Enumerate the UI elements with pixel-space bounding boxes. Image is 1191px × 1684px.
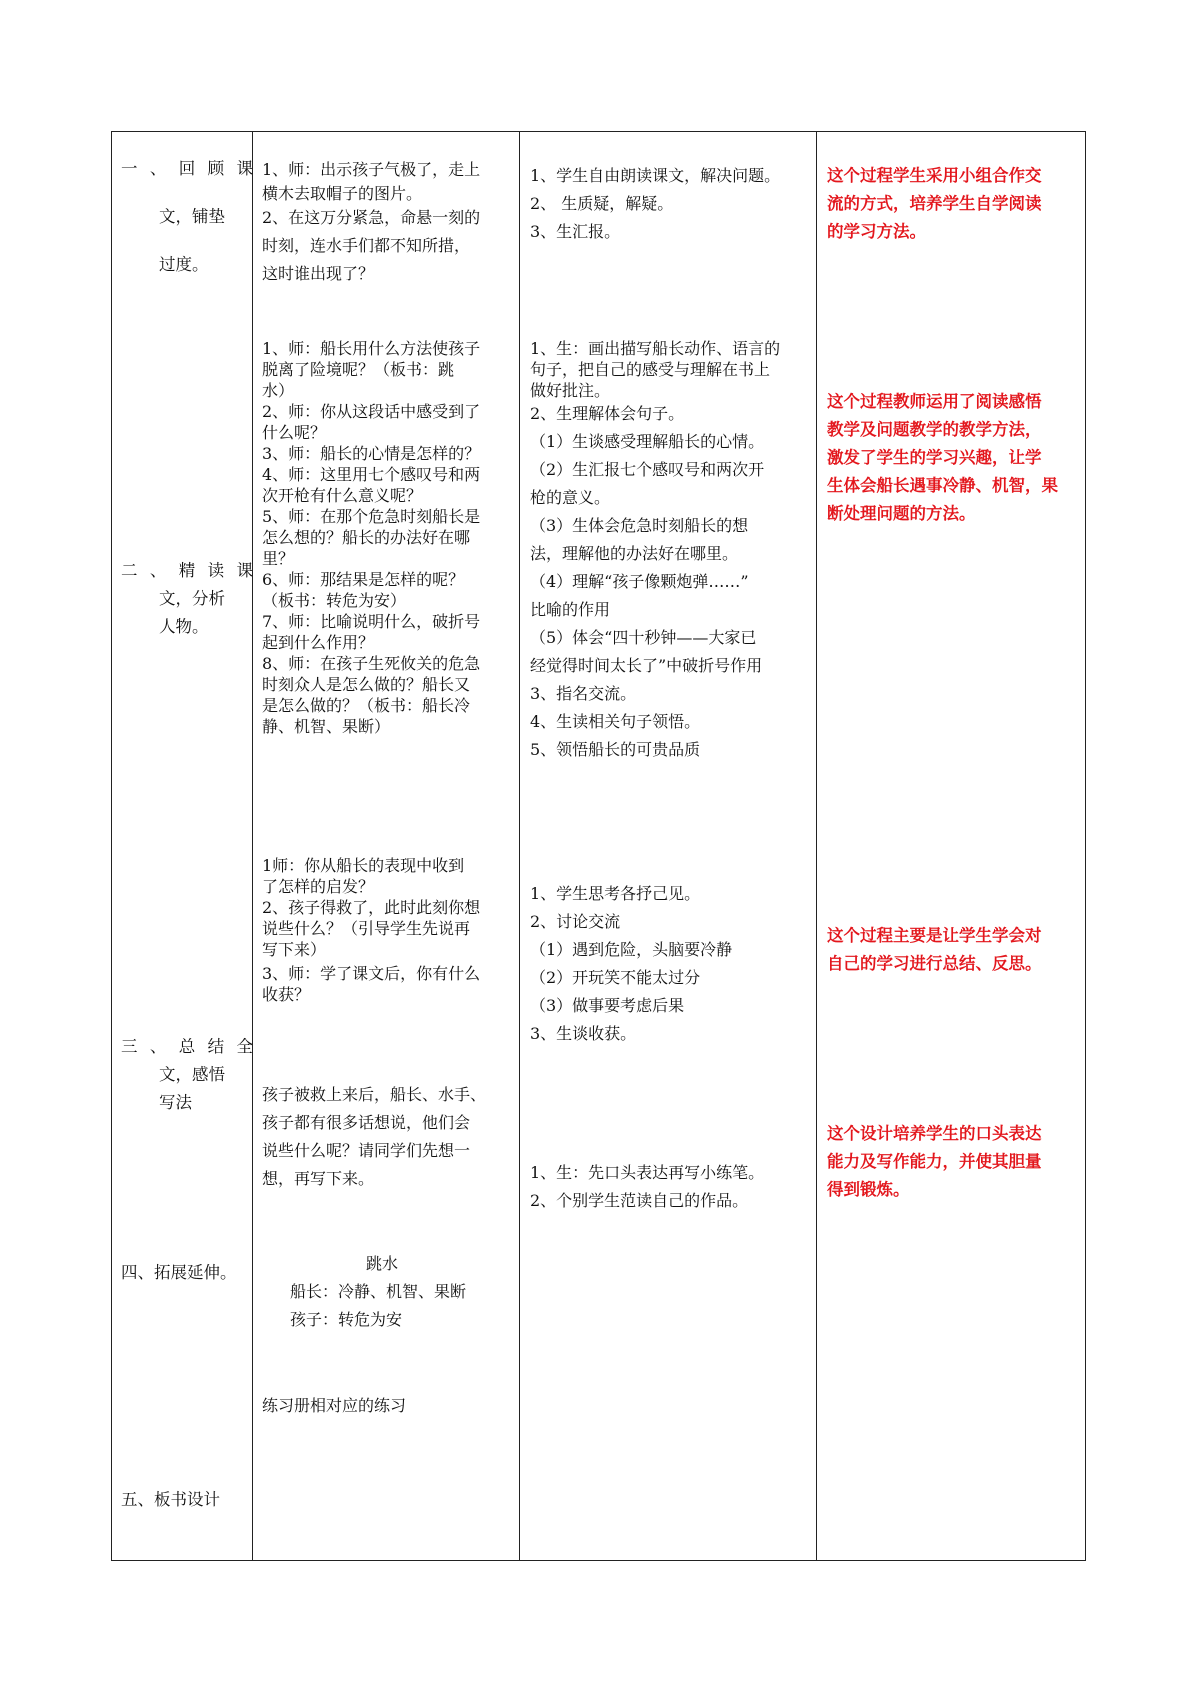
board-design [262, 1250, 512, 1334]
homework [262, 1392, 512, 1420]
student-line: （1）生谈感受理解船长的心情。 [530, 432, 765, 451]
teacher-line: 2、师：你从这段话中感受到了 [262, 402, 481, 421]
student-line: 2、讨论交流 [530, 912, 621, 931]
teacher-line: 次开枪有什么意义呢？ [262, 486, 423, 505]
teacher-line: 孩子都有很多话想说，他们会 [262, 1113, 471, 1132]
design-line: 这个过程学生采用小组合作交 [827, 166, 1042, 185]
teacher-line: 1、师：出示孩子气极了，走上 [262, 160, 481, 179]
teacher-line: 8、师：在孩子生死攸关的危急 [262, 654, 481, 673]
stage-2-line: 人物。 [159, 617, 209, 636]
design-line: 流的方式，培养学生自学阅读 [827, 194, 1042, 213]
stage-3-line: 三、总结全 [121, 1037, 266, 1056]
teacher-line: 5、师：在那个危急时刻船长是 [262, 507, 481, 526]
design-line: 教学及问题教学的教学方法， [827, 420, 1042, 439]
teacher-section-2 [262, 338, 512, 737]
design-line: 得到锻炼。 [827, 1180, 910, 1199]
teacher-line: 2、孩子得救了，此时此刻你想 [262, 898, 481, 917]
board-line: 孩子：转危为安 [290, 1310, 403, 1329]
stage-1-line: 一、回顾课 [121, 159, 266, 178]
student-line: （3）生体会危急时刻船长的想 [530, 516, 749, 535]
teacher-line: 4、师：这里用七个感叹号和两 [262, 465, 481, 484]
teacher-line: 是怎么做的？（板书：船长冷 [262, 696, 471, 715]
stage-3-line: 写法 [159, 1093, 192, 1112]
homework-text: 练习册相对应的练习 [262, 1396, 407, 1415]
design-line: 生体会船长遇事冷静、机智，果 [827, 476, 1058, 495]
student-line: 2、 生质疑，解疑。 [530, 194, 674, 213]
student-section-2a [530, 338, 820, 401]
student-line: 3、指名交流。 [530, 684, 637, 703]
stage-1-line: 文，铺垫 [159, 207, 225, 226]
stage-5 [121, 1486, 243, 1514]
stage-1-line: 过度。 [159, 255, 209, 274]
teacher-line: 横木去取帽子的图片。 [262, 184, 423, 203]
teacher-line: 时刻众人是怎么做的？船长又 [262, 675, 471, 694]
teacher-section-1 [262, 156, 512, 288]
student-line: 4、生读相关句子领悟。 [530, 712, 701, 731]
teacher-line: 3、师：船长的心情是怎样的？ [262, 444, 481, 463]
teacher-line: 里？ [262, 549, 295, 568]
design-note-1 [827, 162, 1077, 246]
student-line: 1、生：先口头表达再写小练笔。 [530, 1163, 765, 1182]
stage-3 [121, 1033, 266, 1117]
design-note-2 [827, 388, 1077, 528]
student-line: （2）开玩笑不能太过分 [530, 968, 701, 987]
teacher-line: （板书：转危为安） [262, 591, 407, 610]
teacher-line: 说些什么呢？请同学们先想一 [262, 1141, 471, 1160]
teacher-line: 1、师：船长用什么方法使孩子 [262, 339, 481, 358]
student-line: 法，理解他的办法好在哪里。 [530, 544, 739, 563]
stage-2 [121, 557, 266, 641]
stage-2-line: 文，分析 [159, 589, 225, 608]
design-line: 断处理问题的方法。 [827, 504, 976, 523]
teacher-line: 6、师：那结果是怎样的呢？ [262, 570, 465, 589]
teacher-line: 7、师：比喻说明什么，破折号 [262, 612, 481, 631]
student-line: （3）做事要考虑后果 [530, 996, 685, 1015]
teacher-line: 怎么想的？船长的办法好在哪 [262, 528, 471, 547]
student-line: 句子，把自己的感受与理解在书上 [530, 360, 771, 379]
teacher-section-3 [262, 855, 512, 1005]
teacher-section-4 [262, 1081, 512, 1193]
teacher-line: 水） [262, 381, 295, 400]
teacher-line: 1师：你从船长的表现中收到 [262, 856, 465, 875]
teacher-line: 静、机智、果断） [262, 717, 391, 736]
teacher-line: 这时谁出现了？ [262, 264, 375, 283]
design-line: 自己的学习进行总结、反思。 [827, 954, 1042, 973]
student-line: （4）理解“孩子像颗炮弹……” [530, 572, 749, 591]
teacher-line: 了怎样的启发？ [262, 877, 375, 896]
stage-4-line: 四、拓展延伸。 [121, 1263, 237, 1282]
teacher-line: 孩子被救上来后，船长、水手、 [262, 1085, 487, 1104]
design-line: 的学习方法。 [827, 222, 926, 241]
design-line: 激发了学生的学习兴趣，让学 [827, 448, 1042, 467]
student-line: （2）生汇报七个感叹号和两次开 [530, 460, 765, 479]
teacher-line: 什么呢？ [262, 423, 327, 442]
board-title: 跳水 [365, 1254, 398, 1273]
design-note-3 [827, 922, 1077, 978]
design-line: 这个过程教师运用了阅读感悟 [827, 392, 1042, 411]
board-line: 船长：冷静、机智、果断 [290, 1282, 467, 1301]
teacher-line: 2、在这万分紧急，命悬一刻的 [262, 208, 481, 227]
stage-2-line: 二、精读课 [121, 561, 266, 580]
student-line: 枪的意义。 [530, 488, 611, 507]
student-line: 2、生理解体会句子。 [530, 404, 685, 423]
student-line: 比喻的作用 [530, 600, 611, 619]
design-line: 这个过程主要是让学生学会对 [827, 926, 1042, 945]
student-line: 2、个别学生范读自己的作品。 [530, 1191, 749, 1210]
column-divider [252, 132, 253, 1560]
column-divider [519, 132, 520, 1560]
student-section-2b [530, 400, 820, 764]
student-line: 3、生汇报。 [530, 222, 621, 241]
design-line: 这个设计培养学生的口头表达 [827, 1124, 1042, 1143]
student-section-1 [530, 162, 820, 246]
teacher-line: 脱离了险境呢？（板书：跳 [262, 360, 455, 379]
teacher-line: 时刻，连水手们都不知所措， [262, 236, 471, 255]
teacher-line: 写下来） [262, 940, 327, 959]
design-line: 能力及写作能力，并使其胆量 [827, 1152, 1042, 1171]
stage-4 [121, 1259, 243, 1287]
stage-5-line: 五、板书设计 [121, 1490, 220, 1509]
teacher-line: 收获？ [262, 985, 311, 1004]
stage-1 [121, 155, 266, 279]
teacher-line: 想，再写下来。 [262, 1169, 375, 1188]
student-line: 1、学生思考各抒己见。 [530, 884, 701, 903]
student-line: （5）体会“四十秒钟——大家已 [530, 628, 757, 647]
teacher-line: 3、师：学了课文后，你有什么 [262, 964, 481, 983]
student-line: 1、生：画出描写船长动作、语言的 [530, 339, 781, 358]
student-line: （1）遇到危险，头脑要冷静 [530, 940, 733, 959]
student-section-4 [530, 1159, 820, 1215]
student-section-3 [530, 880, 820, 1048]
student-line: 5、领悟船长的可贵品质 [530, 740, 701, 759]
student-line: 1、学生自由朗读课文，解决问题。 [530, 166, 781, 185]
teacher-line: 说些什么？（引导学生先说再 [262, 919, 471, 938]
design-note-4 [827, 1120, 1077, 1204]
stage-3-line: 文，感悟 [159, 1065, 225, 1084]
student-line: 做好批注。 [530, 381, 611, 400]
student-line: 3、生谈收获。 [530, 1024, 637, 1043]
student-line: 经觉得时间太长了”中破折号作用 [530, 656, 763, 675]
teacher-line: 起到什么作用？ [262, 633, 375, 652]
